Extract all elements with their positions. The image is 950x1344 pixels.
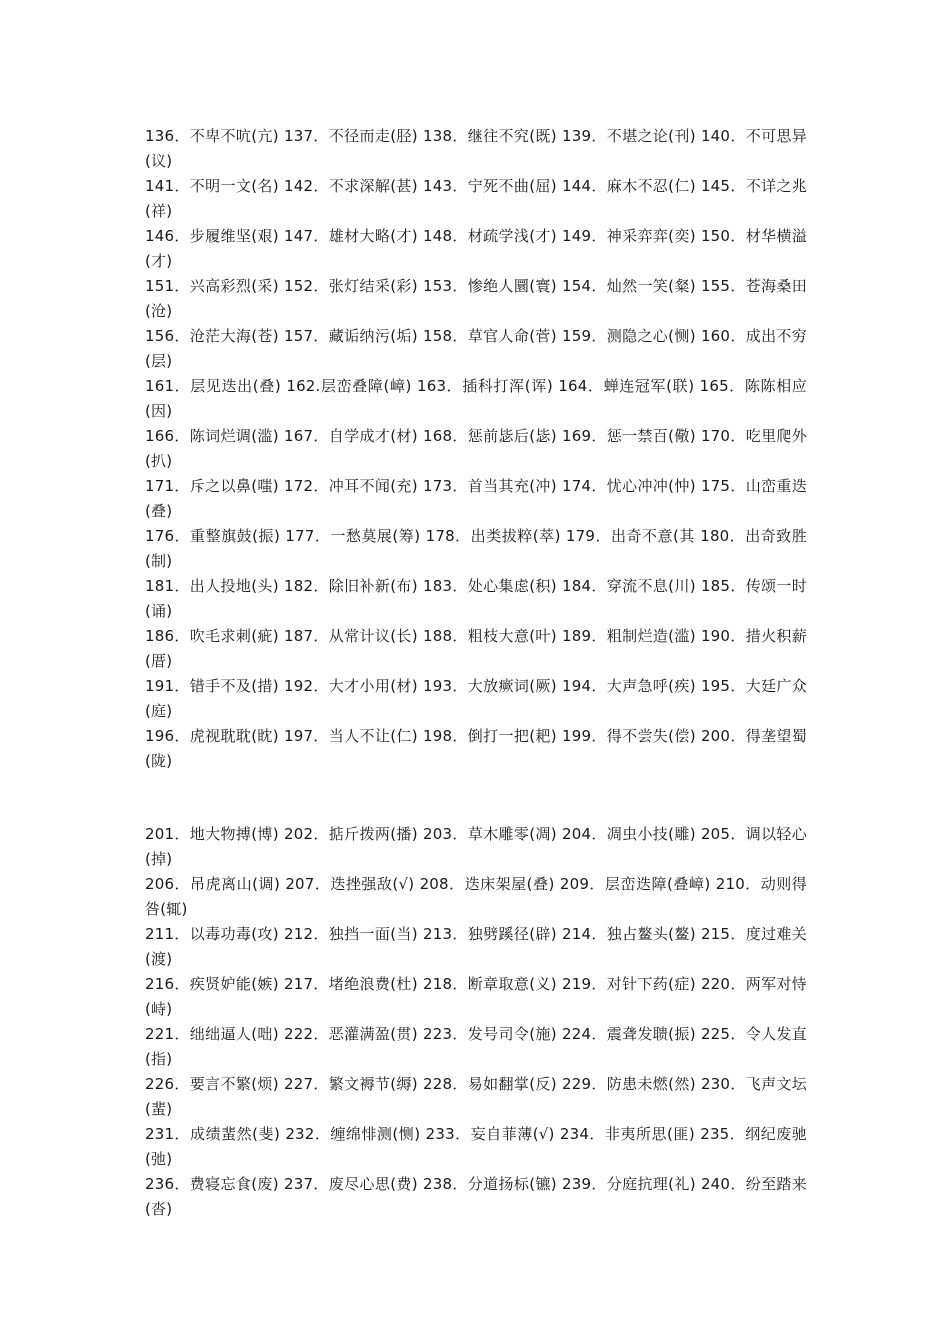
idiom-paragraph: 141．不明一文(名) 142．不求深解(甚) 143．宁死不曲(屈) 144．麻木不忍(仁) 145．不详之兆(祥)	[145, 177, 807, 220]
idiom-paragraph: 231．成绩蜚然(斐) 232．缠绵悱测(恻) 233．妄自菲薄(√) 234．非夷所思(匪) 235．纲纪废驰(弛)	[145, 1125, 807, 1168]
idiom-paragraph: 176．重整旗鼓(振) 177．一愁莫展(筹) 178．出类拔粹(萃) 179．出奇不意(其 180．出奇致胜(制)	[145, 527, 807, 570]
idiom-paragraph: 181．出人投地(头) 182．除旧补新(布) 183．处心集虑(积) 184．穿流不息(川) 185．传颂一时(诵)	[145, 577, 807, 620]
idiom-paragraph: 226．要言不繁(烦) 227．繁文褥节(缛) 228．易如翻掌(反) 229．防患未燃(然) 230．飞声文坛(蜚)	[145, 1075, 807, 1118]
idiom-paragraph: 191．错手不及(措) 192．大才小用(材) 193．大放瘚词(厥) 194．大声急呼(疾) 195．大廷广众(庭)	[145, 677, 807, 720]
idiom-paragraph: 146．步履维坚(艰) 147．雄材大略(才) 148．材疏学浅(才) 149．神采弈弈(奕) 150．材华横溢(才)	[145, 227, 807, 270]
idiom-paragraph: 186．吹毛求刺(疵) 187．从常计议(长) 188．粗枝大意(叶) 189．粗制烂造(滥) 190．措火积薪(厝)	[145, 627, 807, 670]
idiom-paragraph: 221．绌绌逼人(咄) 222．恶灌满盈(贯) 223．发号司令(施) 224．震聋发聩(振) 225．令人发直(指)	[145, 1025, 807, 1068]
idiom-paragraph: 211．以毒功毒(攻) 212．独挡一面(当) 213．独劈蹊径(辟) 214．独占鳌头(鳌) 215．度过难关(渡)	[145, 925, 807, 968]
idiom-paragraph: 151．兴高彩烈(采) 152．张灯结采(彩) 153．惨绝人圜(寰) 154．灿然一笑(粲) 155．苍海桑田(沧)	[145, 277, 807, 320]
idiom-paragraph: 236．费寝忘食(废) 237．废尽心思(费) 238．分道扬标(镳) 239．分庭抗理(礼) 240．纷至踏来(沓)	[145, 1175, 807, 1218]
idiom-paragraph: 196．虎视耽耽(眈) 197．当人不让(仁) 198．倒打一把(耙) 199．得不尝失(偿) 200．得垄望蜀(陇)	[145, 727, 807, 770]
idiom-paragraph: 171．斥之以鼻(嗤) 172．冲耳不闻(充) 173．首当其充(冲) 174．忧心冲冲(忡) 175．山峦重迭(叠)	[145, 477, 807, 520]
idiom-list-section-1	[145, 124, 807, 774]
idiom-paragraph: 206．吊虎离山(调) 207．迭挫强敌(√) 208．迭床架屋(叠) 209．层峦迭障(叠嶂) 210．动则得咎(辄)	[145, 875, 807, 918]
idiom-paragraph: 201．地大物搏(博) 202．掂斤拨两(播) 203．草木雕零(凋) 204．凋虫小技(雕) 205．调以轻心(掉)	[145, 825, 807, 868]
idiom-paragraph: 136．不卑不吭(亢) 137．不径而走(胫) 138．继往不究(既) 139．不堪之论(刊) 140．不可思异(议)	[145, 127, 807, 170]
idiom-paragraph: 166．陈词烂调(滥) 167．自学成才(材) 168．惩前毖后(毖) 169．惩一禁百(儆) 170．吃里爬外(扒)	[145, 427, 807, 470]
idiom-paragraph: 216．疾贤妒能(嫉) 217．堵绝浪费(杜) 218．断章取意(义) 219．对针下药(症) 220．两军对恃(峙)	[145, 975, 807, 1018]
idiom-list-section-2	[145, 822, 807, 1222]
idiom-paragraph: 161．层见迭出(叠) 162.层峦叠障(嶂) 163．插科打浑(诨) 164．蝉连冠军(联) 165．陈陈相应(因)	[145, 377, 807, 420]
idiom-paragraph: 156．沧茫大海(苍) 157．藏诟纳污(垢) 158．草官人命(菅) 159．测隐之心(恻) 160．成出不穷(层)	[145, 327, 807, 370]
